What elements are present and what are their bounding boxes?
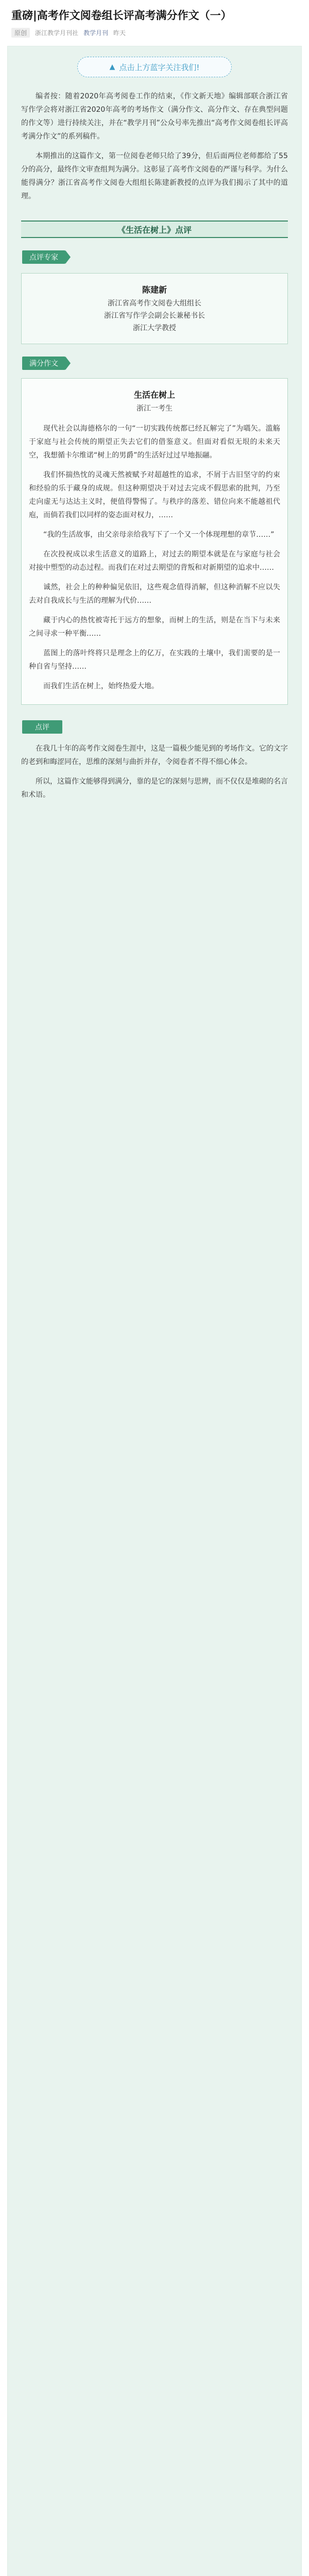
essay-paragraph: 藏于内心的热忱被寄托于远方的想象，而树上的生活，则是在当下与未来之间寻求一种平衡…… [29,616,280,638]
expert-title-3: 浙江大学教授 [133,324,176,332]
essay-paragraph: 现代社会以海德格尔的一句“一切实践传统都已经瓦解完了”为嚆矢。滥觞于家庭与社会传统的期望正失去它们的借鉴意义。但面对看似无垠的未来天空，我想循卡尔维诺“树上的男爵”的生活好过过早地振翮。 [29,425,280,460]
article-title: 重磅|高考作文阅卷组长评高考满分作文（一） [11,9,232,22]
article-meta [11,28,298,38]
meta-author: 浙江教学月刊社 [35,29,79,37]
expert-info-box [21,273,288,344]
expert-title-2: 浙江省写作学会副会长兼秘书长 [104,312,205,320]
essay-paragraph: 我们怀揣热忱的灵魂天然被赋予对超越性的追求，不屑于古旧坚守的约束和经验的乐于藏身的成规。但这种期望决于对过去完成不假思索的批判，乃至走向虚无与达达主义时，便值得警惕了。与秩序的落差、错位向来不能越祖代庖，而倘若我们以同样的姿态面对权力，…… [29,471,280,519]
comment-section-tag: 点评 [22,720,62,734]
article-body [7,46,302,2576]
essay-paragraph: 在次投祝成以求生活意义的道路上，对过去的期望本就是在与家庭与社会对接中塑型的动态过程。而我们在对过去期望的背叛和对新期望的追求中…… [29,550,280,572]
up-arrow-icon: ▲ [109,63,115,71]
publish-date: 昨天 [113,29,126,37]
article-header [0,0,309,41]
essay-section-tag: 满分作文 [22,357,65,370]
follow-cta-label: 点击上方蓝字关注我们! [119,62,200,72]
comment-paragraph: 在我几十年的高考作文阅卷生涯中，这是一篇极少能见到的考场作文。它的文字的老到和晦涩同在，思维的深刻与曲折并存，令阅卷者不得不细心体会。 [21,744,288,766]
expert-name: 陈建新 [142,285,167,295]
expert-title-1: 浙江省高考作文阅卷大组组长 [108,299,201,308]
essay-paragraph: “我的生活故事，由父亲母亲给我写下了一个又一个体现理想的章节……” [43,531,274,539]
original-badge: 原创 [11,28,30,38]
comment-paragraph: 所以，这篇作文能够得到满分，靠的是它的深刻与思辨，而不仅仅是堆砌的名言和术语。 [21,777,288,799]
follow-cta-button[interactable] [77,57,232,77]
essay-title: 生活在树上 [133,390,175,400]
review-frame-title: 《生活在树上》点评 [21,221,288,238]
expert-section-tag: 点评专家 [22,250,65,264]
comment-box [21,742,288,802]
essay-paragraph: 而我们生活在树上，始终热爱大地。 [43,682,159,690]
essay-paragraph: 蓝图上的落叶终将只是理念上的亿万，在实践的土壤中，我们需要的是一种自省与坚持…… [29,649,280,671]
intro-paragraph-2: 本期推出的这篇作文，第一位阅卷老师只给了39分，但后面两位老师都给了55分的高分，最终作文审查组判为满分。这彰显了高考作文阅卷的严谨与科学。为什么能得满分？浙江省高考作文阅卷大组组长陈建新教授的点评为我们揭示了其中的道理。 [21,152,288,200]
account-link[interactable]: 教学月刊 [83,29,109,37]
essay-author: 浙江一考生 [136,404,173,413]
essay-paragraph: 诚然，社会上的种种偏见依旧，这些观念值得消解，但这种消解不应以失去对自我成长与生活的理解为代价…… [29,583,280,605]
intro-paragraph-1: 编者按：随着2020年高考阅卷工作的结束，《作文新天地》编辑部联合浙江省写作学会将对浙江省2020年高考的考场作文（满分作文、高分作文、存在典型问题的作文等）进行持续关注，并在“教学月刊”公众号率先推出“高考作文阅卷组长评高考满分作文”的系列稿件。 [21,92,288,141]
essay-box [21,378,288,705]
